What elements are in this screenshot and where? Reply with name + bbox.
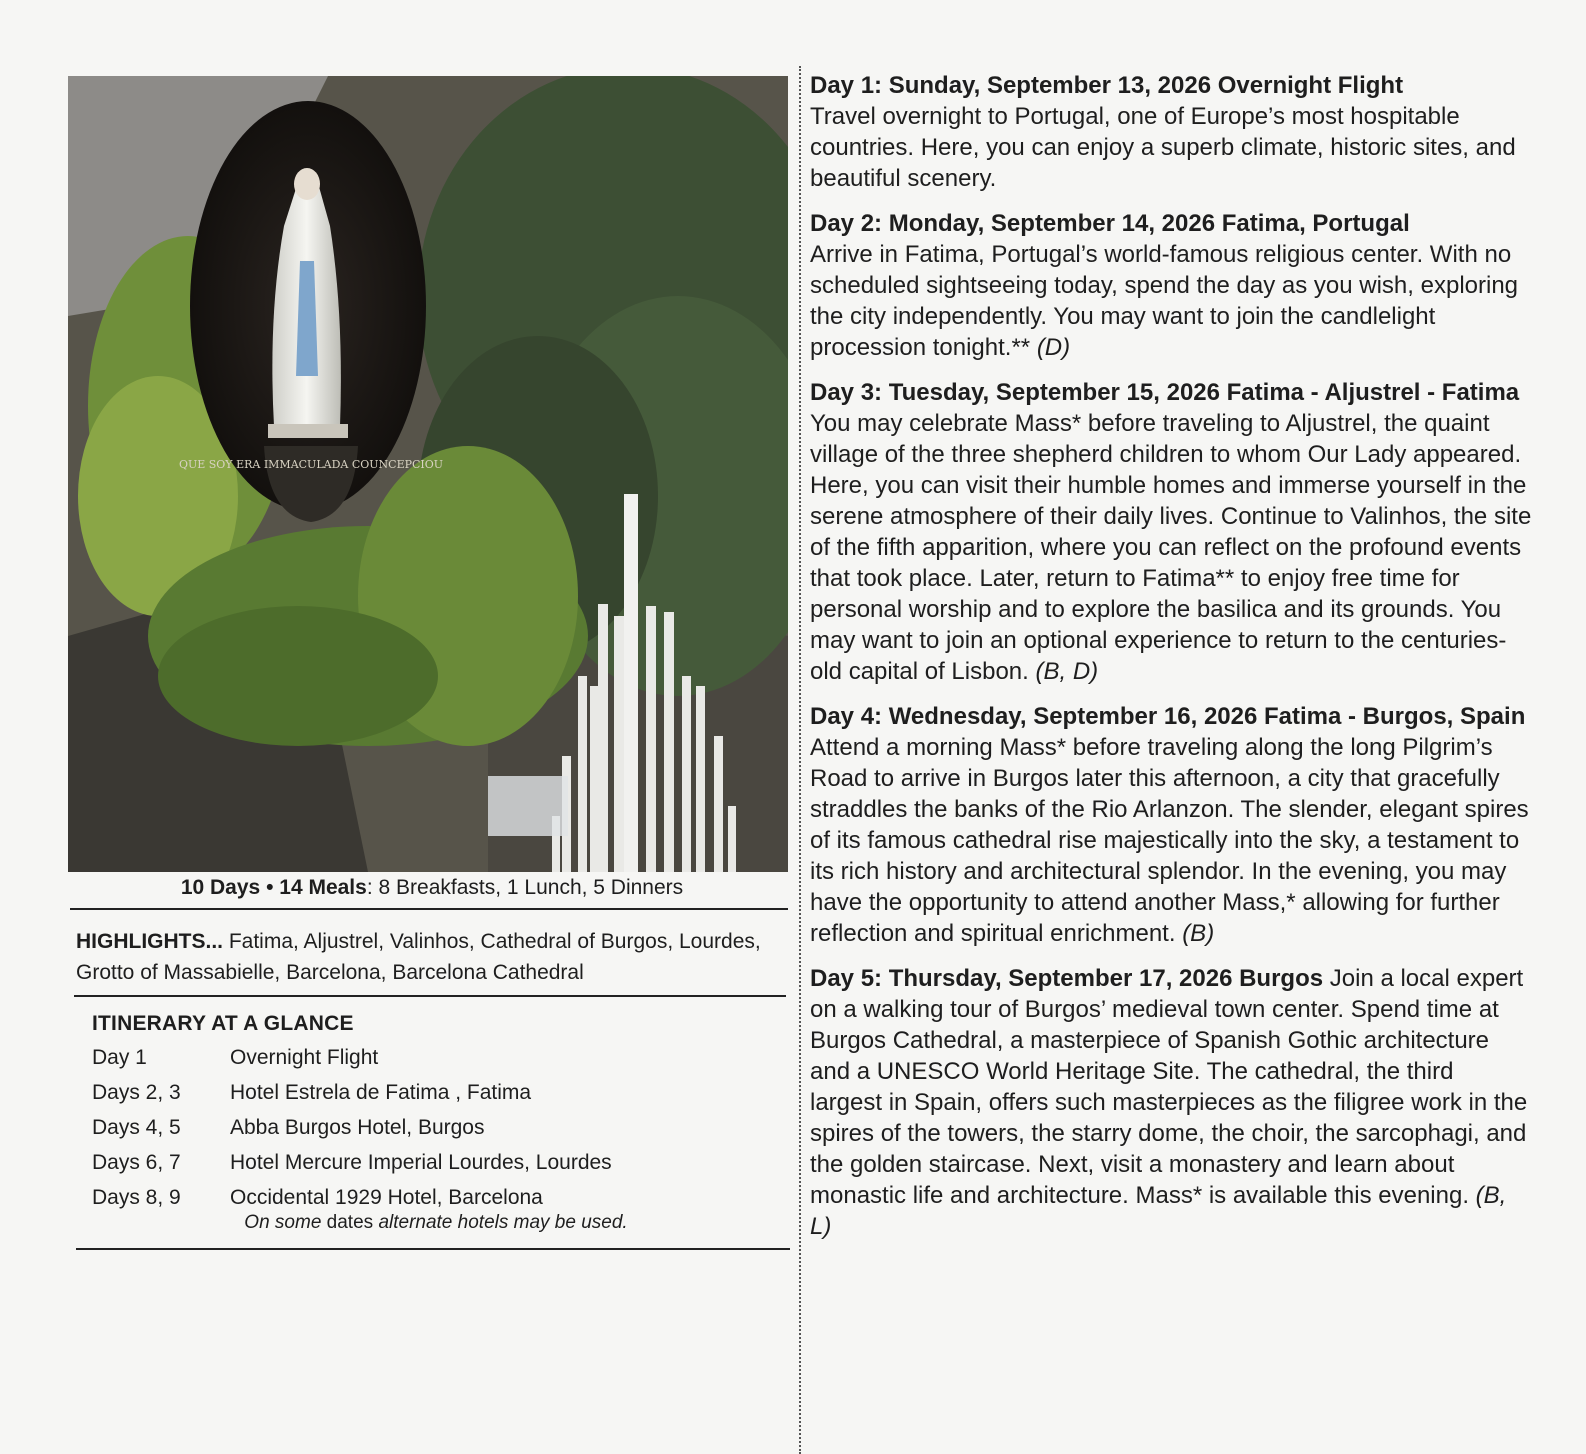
day-heading: Day 3: Tuesday, September 15, 2026 Fatima - Aljustrel - Fatima	[810, 379, 1520, 406]
itinerary-place: Abba Burgos Hotel, Burgos	[230, 1116, 485, 1139]
day-heading: Day 2: Monday, September 14, 2026 Fatima, Portugal	[810, 210, 1410, 237]
day-body: Travel overnight to Portugal, one of Europe’s most hospitable countries. Here, you can enjoy a superb climate, historic sites, and beautiful scenery.	[810, 103, 1516, 192]
divider-rule	[70, 908, 788, 910]
bullet-separator: •	[266, 876, 274, 899]
itinerary-list	[92, 1040, 772, 1215]
day-meals: (B, L)	[810, 1182, 1507, 1240]
day-body: Arrive in Fatima, Portugal’s world-famous religious center. With no scheduled sightseeing today, spend the day as you wish, exploring the city independently. You may want to join the candlelight procession tonight.**	[810, 241, 1519, 361]
day-meals: (B)	[1182, 920, 1215, 947]
itinerary-row	[92, 1145, 772, 1180]
trip-summary	[72, 876, 792, 900]
hotel-note-b: dates	[321, 1212, 379, 1233]
itinerary-place: Hotel Estrela de Fatima , Fatima	[230, 1081, 532, 1104]
day-entry	[810, 208, 1532, 363]
highlights-label: HIGHLIGHTS...	[76, 930, 223, 953]
day-heading: Day 1: Sunday, September 13, 2026 Overnight Flight	[810, 72, 1404, 99]
day-meals: (B, D)	[1035, 658, 1099, 685]
itinerary-days: Days 2, 3	[92, 1081, 181, 1104]
hotel-note	[76, 1212, 796, 1234]
day-by-day	[810, 70, 1532, 1256]
itinerary-place: Overnight Flight	[230, 1046, 379, 1069]
itinerary-place: Hotel Mercure Imperial Lourdes, Lourdes	[230, 1151, 612, 1174]
hotel-note-a: On some	[244, 1212, 322, 1233]
itinerary-row	[92, 1075, 772, 1110]
itinerary-days: Day 1	[92, 1046, 147, 1069]
itinerary-place: Occidental 1929 Hotel, Barcelona	[230, 1186, 543, 1209]
day-entry	[810, 963, 1532, 1242]
day-entry	[810, 377, 1532, 687]
day-body: You may celebrate Mass* before traveling to Aljustrel, the quaint village of the three shepherd children to whom Our Lady appeared. Here, you can visit their humble homes and immerse yourself in the serene atmosphere of their daily lives. Continue to Valinhos, the site of the fifth apparition, where you can reflect on the profound events that took place. Later, return to Fatima** to enjoy free time for personal worship and to explore the basilica and its grounds. You may want to join an optional experience to return to the centuries-old capital of Lisbon.	[810, 410, 1532, 685]
itinerary-title: ITINERARY AT A GLANCE	[92, 1012, 354, 1035]
day-body: Attend a morning Mass* before traveling along the long Pilgrim’s Road to arrive in Burgos later this afternoon, a city that gracefully straddles the banks of the Rio Arlanzon. The slender, elegant spires of its famous cathedral rise majestically into the sky, a testament to its rich history and architectural splendor. In the evening, you may have the opportunity to attend another Mass,* allowing for further reflection and spiritual enrichment.	[810, 734, 1529, 947]
day-body: Join a local expert on a walking tour of Burgos’ medieval town center. Spend time at Burgos Cathedral, a masterpiece of Spanish Gothic architecture and a UNESCO World Heritage Site. The cathedral, the third largest in Spain, offers such masterpieces as the filigree work in the spires of the towers, the starry dome, the choir, the sarcophagi, and the golden staircase. Next, visit a monastery and learn about monastic life and architecture. Mass* is available this evening.	[810, 965, 1528, 1209]
itinerary-days: Days 6, 7	[92, 1151, 181, 1174]
days-count: 10 Days	[180, 876, 261, 899]
grotto-photo	[68, 76, 788, 872]
day-meals: (D)	[1036, 334, 1071, 361]
itinerary-days: Days 8, 9	[92, 1186, 181, 1209]
column-divider	[799, 66, 801, 1454]
itinerary-row	[92, 1040, 772, 1075]
highlights	[76, 926, 796, 988]
day-heading: Day 5: Thursday, September 17, 2026 Burgos	[810, 965, 1324, 992]
day-entry	[810, 70, 1532, 194]
itinerary-days: Days 4, 5	[92, 1116, 181, 1139]
divider-rule	[76, 1248, 790, 1250]
divider-rule	[74, 995, 786, 997]
hotel-note-c: alternate hotels may be used.	[378, 1212, 628, 1233]
highlights-text: Fatima, Aljustrel, Valinhos, Cathedral of Burgos, Lourdes, Grotto of Massabielle, Barcelona, Barcelona Cathedral	[76, 930, 761, 984]
meals-detail: : 8 Breakfasts, 1 Lunch, 5 Dinners	[366, 876, 684, 899]
grotto-illustration	[68, 76, 788, 872]
day-entry	[810, 701, 1532, 949]
meals-count: 14 Meals	[279, 876, 367, 899]
plaque-text: QUE SOY ERA IMMACULADA COUNCEPCIOU	[178, 458, 444, 471]
itinerary-row	[92, 1180, 772, 1215]
itinerary-row	[92, 1110, 772, 1145]
day-heading: Day 4: Wednesday, September 16, 2026 Fatima - Burgos, Spain	[810, 703, 1526, 730]
